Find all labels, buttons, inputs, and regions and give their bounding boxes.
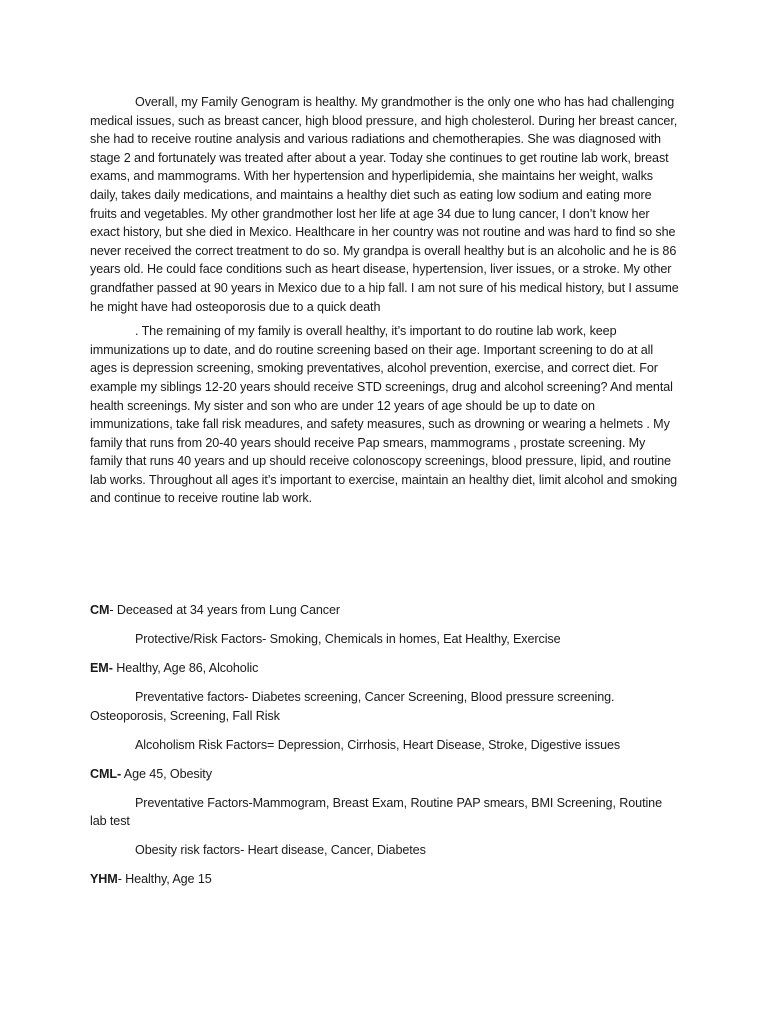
body-paragraph-1: Overall, my Family Genogram is healthy. My grandmother is the only one who has had challenging medical issues, such as breast cancer, high blood pressure, and high cholesterol. During her breast cancer, she had to receive routine analysis and various radiations and chemotherapies. She was diagnosed with stage 2 and fortunately was treated after about a year. Today she continues to get routine lab work, breast exams, and mammograms. With her hypertension and hyperlipidemia, she maintains her weight, walks daily, takes daily medications, and maintains a healthy diet such as eating low sodium and eating more fruits and vegetables. My other grandmother lost her life at age 34 due to lung cancer, I don’t know her exact history, but she died in Mexico. Healthcare in her country was not routine and was hard to find so she never received the correct treatment to do so. My grandpa is overall healthy but is an alcoholic and he is 86 years old. He could face conditions such as heart disease, hypertension, liver issues, or a stroke. My other grandfather passed at 90 years in Mexico due to a hip fall. I am not sure of his medical history, but I assume he might have had osteoporosis due to a quick death [90,95,679,314]
note-entry-em [90,659,680,678]
note-code-cm: CM [90,603,110,617]
note-code-em: EM- [90,660,113,675]
note-sub-cml-1: Preventative Factors-Mammogram, Breast Exam, Routine PAP smears, BMI Screening, Routine lab test [90,795,662,829]
note-code-yhm: YHM [90,872,118,887]
note-entry-cm [90,601,680,620]
note-text-em: Healthy, Age 86, Alcoholic [112,660,259,675]
note-code-cml: CML- [90,766,122,781]
note-text-yhm: - Healthy, Age 15 [117,872,212,887]
document-body [90,93,680,508]
genogram-notes [90,601,680,899]
note-sub-cm-1: Protective/Risk Factors- Smoking, Chemicals in homes, Eat Healthy, Exercise [135,631,561,646]
note-entry-cml [90,765,680,784]
note-entry-yhm [90,870,680,889]
note-sub-cml-2: Obesity risk factors- Heart disease, Cancer, Diabetes [135,843,426,858]
note-sub-em-2: Alcoholism Risk Factors= Depression, Cirrhosis, Heart Disease, Stroke, Digestive issues [135,737,621,752]
note-text-cm: - Deceased at 34 years from Lung Cancer [109,603,340,617]
note-text-cml: Age 45, Obesity [121,766,212,781]
body-paragraph-2: . The remaining of my family is overall healthy, it’s important to do routine lab work, keep immunizations up to date, and do routine screening based on their age. Important screening to do at all ages is depression screening, smoking preventatives, alcohol prevention, exercise, and correct diet. For example my siblings 12-20 years should receive STD screenings, drug and alcohol screening? And mental health screenings. My sister and son who are under 12 years of age should be up to date on immunizations, take fall risk meadures, and safety measures, such as drowning or wearing a helmets . My family that runs from 20-40 years should receive Pap smears, mammograms , prostate screening. My family that runs 40 years and up should receive colonoscopy screenings, blood pressure, lipid, and routine lab works. Throughout all ages it’s important to exercise, maintain an healthy diet, limit alcohol and smoking and continue to receive routine lab work. [90,324,678,506]
note-sub-em-1: Preventative factors- Diabetes screening, Cancer Screening, Blood pressure screening. Osteoporosis, Screening, Fall Risk [90,689,615,723]
